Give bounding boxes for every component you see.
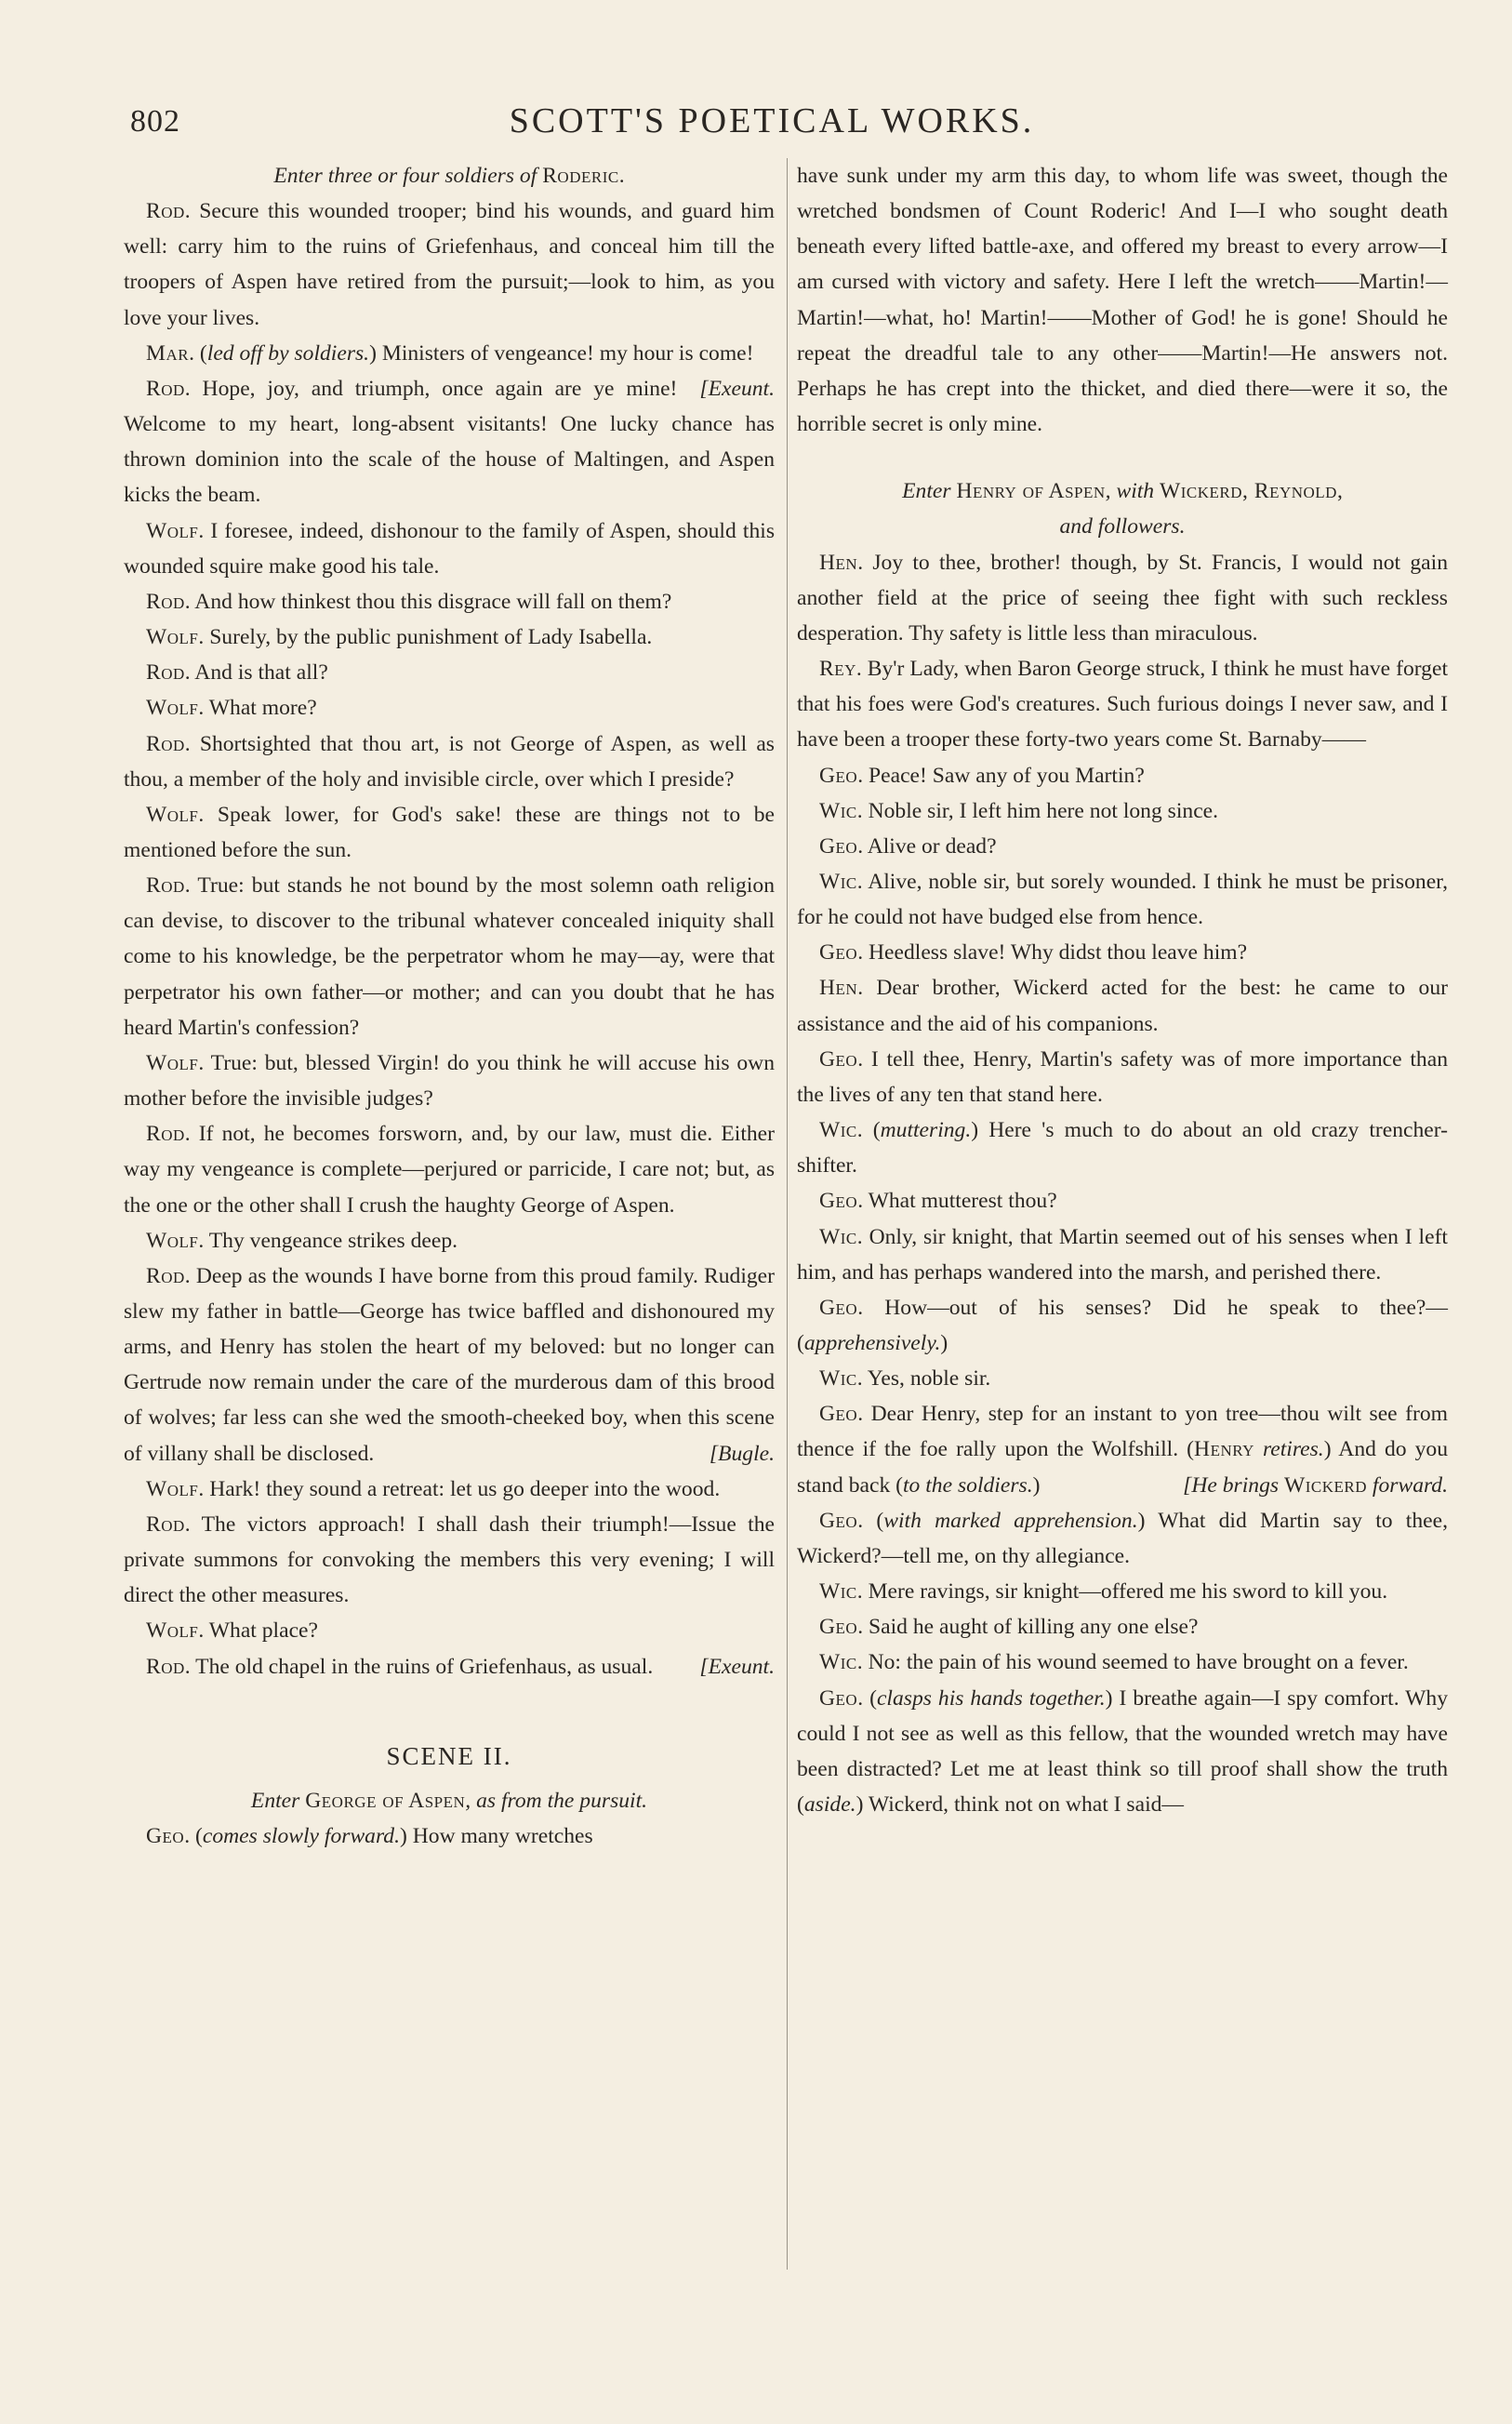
column-divider bbox=[787, 158, 788, 2270]
page-header bbox=[130, 100, 1413, 147]
character-name: Wickerd bbox=[1283, 1472, 1368, 1498]
speech-paragraph bbox=[797, 758, 1448, 793]
speech-paragraph bbox=[797, 864, 1448, 935]
text-run: . Dear brother, Wickerd acted for the best: he came to our assistance and the aid of his companions. bbox=[797, 976, 1448, 1036]
right-column bbox=[797, 158, 1448, 1822]
speaker-name: Wic bbox=[819, 869, 857, 894]
speaker-name: Mar bbox=[146, 340, 190, 366]
speaker-name: Geo bbox=[819, 833, 858, 859]
speaker-name: Wolf bbox=[146, 696, 199, 721]
text-run: . ( bbox=[184, 1824, 203, 1849]
text-run: . And is that all? bbox=[184, 660, 328, 686]
speaker-name: Wic bbox=[819, 1118, 857, 1143]
speech-paragraph bbox=[797, 1645, 1448, 1680]
speaker-name: Wolf bbox=[146, 1228, 199, 1253]
speech-paragraph bbox=[124, 513, 775, 584]
speech-paragraph bbox=[797, 793, 1448, 829]
text-run: . And how thinkest thou this disgrace will fall on them? bbox=[184, 589, 672, 614]
text-run: . ( bbox=[856, 1118, 881, 1143]
speech-paragraph bbox=[124, 868, 775, 1046]
speaker-name: George of Aspen bbox=[305, 1788, 466, 1813]
speaker-name: Geo bbox=[819, 1189, 858, 1214]
text-run: . ( bbox=[857, 1685, 877, 1711]
speaker-name: Henry bbox=[1194, 1437, 1254, 1462]
speech-paragraph bbox=[124, 1472, 775, 1507]
italic-text: clasps his hands together. bbox=[876, 1685, 1106, 1711]
right-aligned-direction bbox=[687, 1436, 775, 1472]
text-run: ) Wickerd, think not on what I said— bbox=[855, 1792, 1185, 1818]
speaker-name: Rod bbox=[146, 1263, 185, 1288]
speaker-name: Rod bbox=[146, 660, 185, 686]
italic-text: comes slowly forward. bbox=[202, 1824, 400, 1849]
speech-paragraph bbox=[797, 545, 1448, 651]
italic-text: Enter bbox=[902, 479, 957, 504]
text-run: . What more? bbox=[198, 696, 317, 721]
speech-paragraph bbox=[797, 1112, 1448, 1183]
speech-paragraph bbox=[124, 1046, 775, 1116]
speaker-name: Wolf bbox=[146, 518, 199, 543]
text-run: ) I breathe again—I spy comfort. Why could I not see as well as this fellow, that the wounded wretch may have been distracted? Let me at least think so till proof shall show the truth ( bbox=[797, 1685, 1448, 1818]
speech-paragraph bbox=[797, 1681, 1448, 1823]
speech-paragraph bbox=[124, 726, 775, 797]
text-run: ) And do you stand back ( bbox=[797, 1437, 1448, 1498]
speaker-name: Geo bbox=[819, 1508, 858, 1533]
text-run: . Deep as the wounds I have borne from this proud family. Rudiger slew my father in battle—George has twice baffled and dishonoured my arms, and Henry has stolen the heart of my beloved: but no longer can Gertrude now remain under the care of the murderous dam of this brood of wolves; far less can she wed the smooth-cheeked boy, when this scene of villany shall be disclosed. bbox=[124, 1263, 775, 1466]
text-run: . Heedless slave! Why didst thou leave him? bbox=[857, 940, 1248, 966]
speech-paragraph bbox=[124, 1259, 775, 1472]
italic-text: and followers. bbox=[1059, 514, 1186, 539]
stage-direction bbox=[124, 158, 775, 193]
text-run: . Hark! they sound a retreat: let us go deeper into the wood. bbox=[198, 1476, 721, 1501]
exit-direction: forward. bbox=[1367, 1472, 1448, 1498]
speaker-name: Geo bbox=[819, 940, 858, 966]
speaker-name: Geo bbox=[819, 1295, 858, 1320]
page-number: 802 bbox=[130, 104, 180, 139]
text-run: . Shortsighted that thou art, is not George of Aspen, as well as thou, a member of the holy and invisible circle, over which I preside? bbox=[124, 731, 775, 792]
exit-direction: [He brings bbox=[1183, 1472, 1284, 1498]
speaker-name: Geo bbox=[819, 1046, 858, 1072]
text-run: . What mutterest thou? bbox=[857, 1189, 1057, 1214]
text-run: . Noble sir, I left him here not long since. bbox=[856, 798, 1219, 823]
speaker-name: Rod bbox=[146, 873, 185, 899]
stage-direction bbox=[797, 509, 1448, 544]
italic-text: Enter three or four soldiers of bbox=[273, 164, 543, 188]
speech-paragraph bbox=[124, 1116, 775, 1222]
speaker-name: Wolf bbox=[146, 802, 199, 827]
italic-text: muttering. bbox=[880, 1118, 972, 1143]
speaker-name: Wolf bbox=[146, 1050, 199, 1075]
right-aligned-direction bbox=[677, 1649, 775, 1685]
scene-heading bbox=[124, 1738, 775, 1774]
stage-direction bbox=[124, 1783, 775, 1818]
speaker-name: Wic bbox=[819, 798, 857, 823]
italic-text: with marked apprehension. bbox=[883, 1508, 1138, 1533]
italic-text: , as from the pursuit. bbox=[465, 1788, 648, 1813]
text-run: . Thy vengeance strikes deep. bbox=[198, 1228, 458, 1253]
speaker-name: Wic bbox=[819, 1224, 857, 1249]
speech-paragraph bbox=[124, 1649, 775, 1685]
speech-paragraph bbox=[797, 1609, 1448, 1645]
speech-paragraph bbox=[124, 193, 775, 336]
speaker-name: Rod bbox=[146, 589, 185, 614]
speaker-name: Wickerd, Reynold bbox=[1160, 479, 1337, 504]
text-run: ) bbox=[1032, 1472, 1041, 1498]
text-run: have sunk under my arm this day, to whom life was sweet, though the wretched bondsmen of Count Roderic! And I—I who sought death beneath every lifted battle-axe, and offered my breast to every arrow—I am cursed with victory and safety. Here I left the wretch——Martin!—Martin!—what, ho! Martin!——Mother of God! he is gone! Should he repeat the dreadful tale to any other——Martin!—He answers not. Perhaps he has crept into the thicket, and died there—were it so, the horrible secret is only mine. bbox=[797, 164, 1448, 437]
text-run: . ( bbox=[857, 1508, 884, 1533]
text-run: . True: but stands he not bound by the most solemn oath religion can devise, to discover to the tribunal whatever concealed iniquity shall come to his knowledge, be the perpetrator whom he may—ay, were that perpetrator his own father—or mother; and can you doubt that he has heard Martin's confession? bbox=[124, 873, 775, 1040]
exit-direction: [Exeunt. bbox=[699, 1654, 775, 1679]
text-run: . Hope, joy, and triumph, once again are ye mine! Welcome to my heart, long-absent visitants! One lucky chance has thrown dominion into the scale of the house of Maltingen, and Aspen kicks the beam. bbox=[124, 376, 775, 508]
speech-paragraph bbox=[124, 655, 775, 690]
speaker-name: Rod bbox=[146, 376, 185, 401]
text-run: . How—out of his senses? Did he speak to thee?—( bbox=[797, 1295, 1448, 1355]
text-run: . Peace! Saw any of you Martin? bbox=[857, 763, 1145, 788]
speaker-name: Rod bbox=[146, 1122, 185, 1147]
stage-direction bbox=[797, 473, 1448, 509]
speech-paragraph bbox=[797, 1361, 1448, 1396]
italic-text: apprehensively. bbox=[803, 1331, 941, 1355]
italic-text: Enter bbox=[250, 1788, 306, 1813]
running-title: SCOTT'S POETICAL WORKS. bbox=[509, 101, 1035, 140]
speaker-name: Geo bbox=[819, 1685, 858, 1711]
speech-paragraph bbox=[797, 1503, 1448, 1574]
speech-paragraph bbox=[124, 690, 775, 726]
speaker-name: Rod bbox=[146, 1512, 185, 1537]
speech-paragraph bbox=[797, 829, 1448, 864]
speech-paragraph bbox=[797, 1042, 1448, 1112]
text-run: . What place? bbox=[198, 1618, 318, 1644]
speaker-name: Wolf bbox=[146, 1476, 199, 1501]
speech-paragraph bbox=[797, 935, 1448, 970]
right-aligned-direction bbox=[1161, 1468, 1448, 1503]
text-run: . True: but, blessed Virgin! do you think he will accuse his own mother before the invisible judges? bbox=[124, 1050, 775, 1112]
speaker-name: Rod bbox=[146, 1654, 185, 1679]
italic-text: led off by soldiers. bbox=[206, 340, 370, 366]
text-run: . Secure this wounded trooper; bind his wounds, and guard him well: carry him to the ruins of Griefenhaus, and conceal him till the troopers of Aspen have retired from the pursuit;—look to him, as you love your lives. bbox=[124, 199, 775, 330]
text-run: . bbox=[618, 164, 625, 188]
speech-paragraph bbox=[124, 619, 775, 655]
speech-paragraph bbox=[124, 584, 775, 619]
italic-text: , with bbox=[1105, 479, 1160, 504]
text-run: ) What did Martin say to thee, Wickerd?—tell me, on thy allegiance. bbox=[797, 1508, 1448, 1568]
speaker-name: Rod bbox=[146, 731, 185, 756]
text-run: ) Ministers of vengeance! my hour is come! bbox=[369, 340, 754, 366]
speech-paragraph bbox=[797, 1396, 1448, 1502]
speaker-name: Wic bbox=[819, 1579, 857, 1605]
speaker-name: Wolf bbox=[146, 1618, 199, 1644]
text-run: ) Here 's much to do about an old crazy trencher-shifter. bbox=[797, 1118, 1449, 1179]
speaker-name: Rey bbox=[819, 657, 856, 682]
speaker-name: Wic bbox=[819, 1650, 857, 1675]
right-aligned-direction bbox=[677, 371, 775, 406]
text-run: . By'r Lady, when Baron George struck, I think he must have forget that his foes were God's creatures. Such furious doings I never saw, and I have been a trooper these forty-two years come St. Barnaby—— bbox=[797, 657, 1448, 753]
text-run: . Only, sir knight, that Martin seemed out of his senses when I left him, and has perhaps wandered into the marsh, and perished there. bbox=[797, 1224, 1448, 1285]
text-run: . Surely, by the public punishment of Lady Isabella. bbox=[198, 625, 653, 650]
text-run: . If not, he becomes forsworn, and, by our law, must die. Either way my vengeance is complete—perjured or parricide, I care not; but, as the one or the other shall I crush the haughty George of Aspen. bbox=[124, 1122, 775, 1218]
speech-paragraph bbox=[124, 797, 775, 868]
speaker-name: Roderic bbox=[542, 164, 619, 188]
speaker-name: Geo bbox=[146, 1824, 185, 1849]
speaker-name: Geo bbox=[819, 763, 858, 788]
speech-paragraph bbox=[124, 1507, 775, 1613]
text-run: . Mere ravings, sir knight—offered me his sword to kill you. bbox=[856, 1579, 1388, 1605]
text-run: . No: the pain of his wound seemed to have brought on a fever. bbox=[856, 1650, 1409, 1675]
text-run: ) How many wretches bbox=[399, 1824, 593, 1849]
text-run: , bbox=[1336, 479, 1343, 504]
text-run: . Yes, noble sir. bbox=[856, 1366, 991, 1392]
text-run: . Said he aught of killing any one else? bbox=[857, 1615, 1199, 1640]
speaker-name: Wolf bbox=[146, 625, 199, 650]
text-run: . I tell thee, Henry, Martin's safety was of more importance than the lives of any ten that stand here. bbox=[797, 1046, 1448, 1107]
speech-continuation bbox=[797, 158, 1448, 442]
text-run: . Alive, noble sir, but sorely wounded. I think he must be prisoner, for he could not have budged else from hence. bbox=[797, 869, 1448, 930]
speaker-name: Hen bbox=[819, 976, 858, 1001]
left-column bbox=[124, 158, 775, 1854]
speaker-name: Geo bbox=[819, 1402, 858, 1427]
text-run: . Alive or dead? bbox=[857, 833, 997, 859]
text-run: . I foresee, indeed, dishonour to the family of Aspen, should this wounded squire make good his tale. bbox=[124, 518, 775, 579]
speech-paragraph bbox=[124, 371, 775, 513]
text-run: . The victors approach! I shall dash their triumph!—Issue the private summons for convoking the members this very evening; I will direct the other measures. bbox=[124, 1512, 775, 1608]
speaker-name: Hen bbox=[819, 550, 858, 575]
speech-paragraph bbox=[797, 1219, 1448, 1290]
italic-text: to the soldiers. bbox=[903, 1472, 1033, 1498]
italic-text: retires. bbox=[1253, 1437, 1324, 1462]
text-run: . Joy to thee, brother! though, by St. Francis, I would not gain another field at the price of seeing thee fight with such reckless desperation. Thy safety is little less than miraculous. bbox=[797, 550, 1448, 646]
exit-direction: [Exeunt. bbox=[699, 376, 775, 401]
speech-paragraph bbox=[797, 651, 1448, 757]
exit-direction: [Bugle. bbox=[709, 1441, 775, 1466]
italic-text: aside. bbox=[803, 1792, 856, 1818]
speaker-name: Henry of Aspen bbox=[956, 479, 1106, 504]
text-run: . Speak lower, for God's sake! these are things not to be mentioned before the sun. bbox=[124, 802, 775, 862]
speech-paragraph bbox=[797, 970, 1448, 1041]
speech-paragraph bbox=[124, 1818, 775, 1854]
speaker-name: Geo bbox=[819, 1615, 858, 1640]
speech-paragraph bbox=[797, 1574, 1448, 1609]
speech-paragraph bbox=[124, 1613, 775, 1648]
text-run: ) bbox=[940, 1331, 948, 1355]
speaker-name: Wic bbox=[819, 1366, 857, 1392]
speech-paragraph bbox=[797, 1290, 1448, 1361]
speech-paragraph bbox=[124, 1223, 775, 1259]
speech-paragraph bbox=[797, 1183, 1448, 1219]
text-run: . Dear Henry, step for an instant to yon tree—thou wilt see from thence if the foe rally upon the Wolfshill. ( bbox=[797, 1402, 1448, 1462]
text-run: . ( bbox=[189, 340, 207, 366]
text-run: . The old chapel in the ruins of Griefenhaus, as usual. bbox=[184, 1654, 654, 1679]
text-run: SCENE II. bbox=[386, 1741, 512, 1770]
speaker-name: Rod bbox=[146, 199, 185, 224]
